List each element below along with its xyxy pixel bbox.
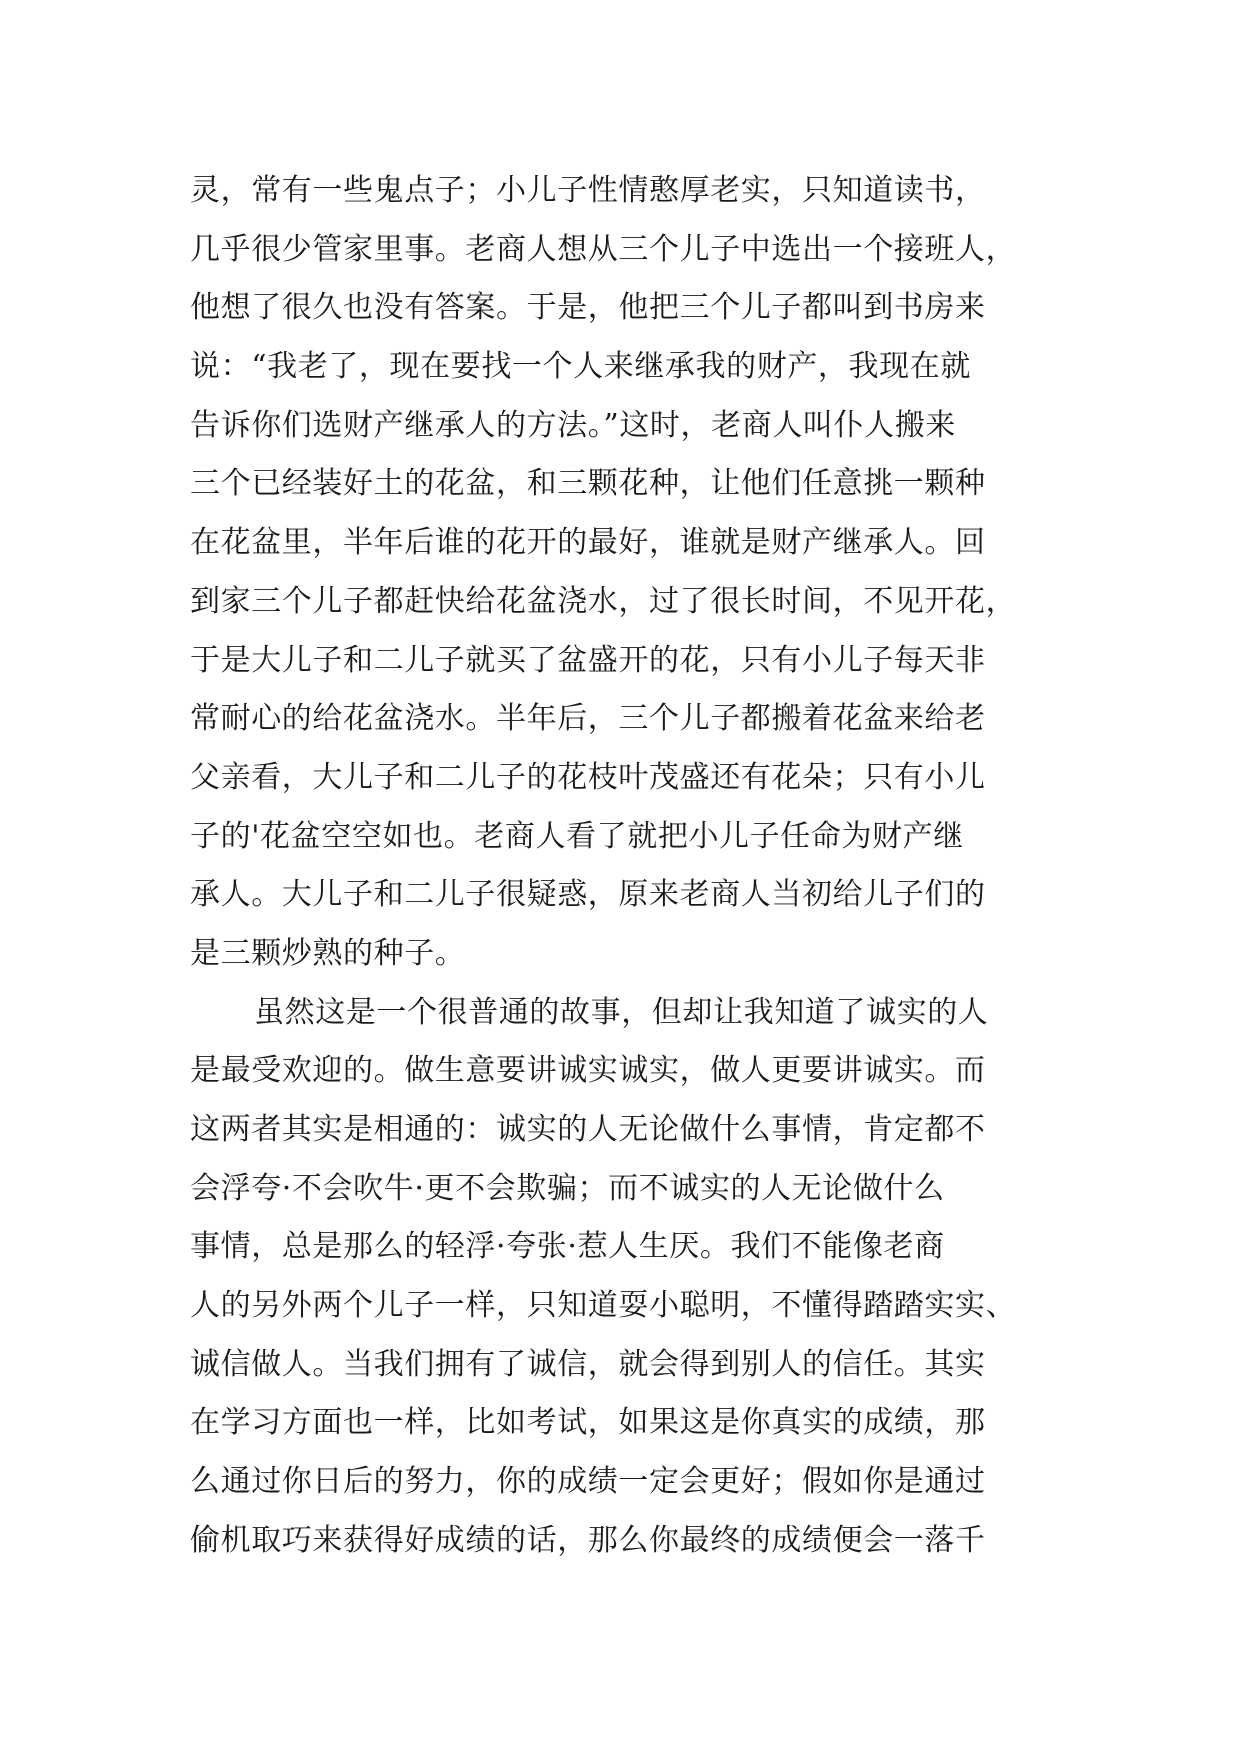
text-line: 会浮夸·不会吹牛·更不会欺骗；而不诚实的人无论做什么 [190, 1170, 945, 1206]
text-line: 事情，总是那么的轻浮·夸张·惹人生厌。我们不能像老商 [190, 1229, 945, 1265]
text-line: 他想了很久也没有答案。于是，他把三个儿子都叫到书房来 [190, 290, 986, 326]
text-line: 三个已经装好土的花盆，和三颗花种，让他们任意挑一颗种 [190, 466, 986, 502]
text-line: 是最受欢迎的。做生意要讲诚实诚实，做人更要讲诚实。而 [190, 1053, 986, 1089]
text-line: 在花盆里，半年后谁的花开的最好，谁就是财产继承人。回 [190, 525, 986, 561]
text-line: 父亲看，大儿子和二儿子的花枝叶茂盛还有花朵；只有小儿 [190, 759, 986, 795]
text-line: 几乎很少管家里事。老商人想从三个儿子中选出一个接班人， [190, 231, 1017, 267]
paragraph-2 [190, 984, 1090, 1571]
text-line: 是三颗炒熟的种子。 [190, 935, 466, 971]
text-line: 在学习方面也一样，比如考试，如果这是你真实的成绩，那 [190, 1405, 986, 1441]
text-line: 么通过你日后的努力，你的成绩一定会更好；假如你是通过 [190, 1464, 986, 1500]
text-line: 偷机取巧来获得好成绩的话，那么你最终的成绩便会一落千 [190, 1522, 986, 1558]
text-line: 灵，常有一些鬼点子；小儿子性情憨厚老实，只知道读书， [190, 173, 986, 208]
text-line: 承人。大儿子和二儿子很疑惑，原来老商人当初给儿子们的 [190, 877, 986, 913]
text-line: 于是大儿子和二儿子就买了盆盛开的花，只有小儿子每天非 [190, 642, 986, 678]
text-line: 这两者其实是相通的：诚实的人无论做什么事情，肯定都不 [190, 1112, 986, 1147]
text-line: 到家三个儿子都赶快给花盆浇水，过了很长时间，不见开花， [190, 583, 1017, 619]
text-line: 子的'花盆空空如也。老商人看了就把小儿子任命为财产继 [190, 818, 964, 854]
text-line: 人的另外两个儿子一样，只知道耍小聪明，不懂得踏踏实实、 [190, 1288, 1017, 1324]
text-line: 常耐心的给花盆浇水。半年后，三个儿子都搬着花盆来给老 [190, 701, 986, 737]
text-line: 告诉你们选财产继承人的方法。”这时，老商人叫仆人搬来 [190, 407, 956, 443]
text-line: 虽然这是一个很普通的故事，但却让我知道了诚实的人 [254, 994, 989, 1030]
document-body [190, 162, 1090, 1571]
text-line: 诚信做人。当我们拥有了诚信，就会得到别人的信任。其实 [190, 1346, 986, 1382]
text-line: 说：“我老了，现在要找一个人来继承我的财产，我现在就 [190, 349, 971, 385]
paragraph-1 [190, 162, 1090, 984]
